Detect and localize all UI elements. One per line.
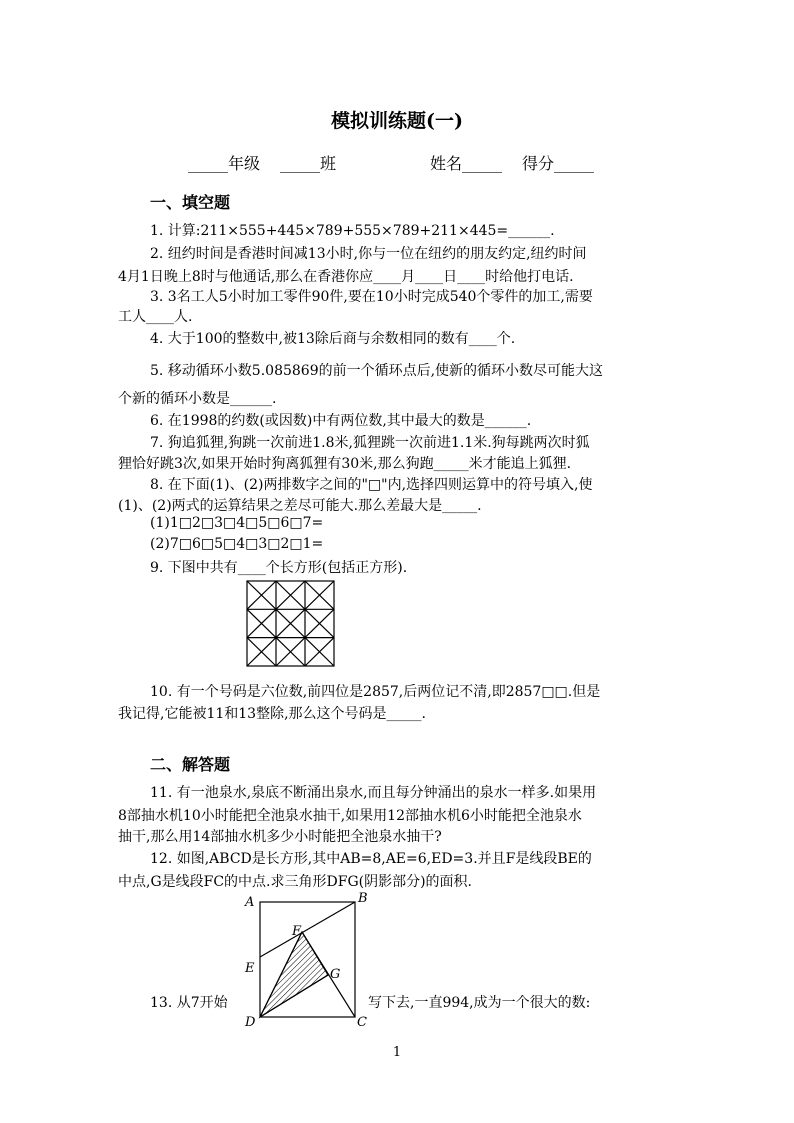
score-field: 得分_____ bbox=[522, 154, 595, 173]
q9: 9. 下图中共有____个长方形(包括正方形). bbox=[150, 560, 408, 576]
q12-line1: 12. 如图,ABCD是长方形,其中AB=8,AE=6,ED=3.并且F是线段BE的 bbox=[150, 851, 592, 867]
label-g: G bbox=[330, 967, 341, 982]
q10-line2: 我记得,它能被11和13整除,那么这个号码是_____. bbox=[118, 706, 426, 722]
q3-line1: 3. 3名工人5小时加工零件90件,要在10小时完成540个零件的加工,需要 bbox=[150, 289, 593, 305]
label-b: B bbox=[358, 891, 368, 906]
q5-line1: 5. 移动循环小数5.085869的前一个循环点后,使新的循环小数尽可能大这 bbox=[150, 363, 604, 379]
page-title: 模拟训练题(一) bbox=[331, 110, 463, 132]
q13-line1-end: 写下去,一直994,成为一个很大的数: bbox=[368, 995, 591, 1011]
q11-line3: 抽干,那么用14部抽水机多少小时能把全池泉水抽干? bbox=[118, 829, 442, 845]
q3-line2: 工人____人. bbox=[118, 309, 193, 325]
class-field: _____班 bbox=[280, 154, 337, 173]
section2-heading: 二、解答题 bbox=[150, 755, 231, 774]
label-f: F bbox=[292, 924, 302, 939]
label-e: E bbox=[245, 961, 255, 976]
q12-line2: 中点,G是线段FC的中点.求三角形DFG(阴影部分)的面积. bbox=[118, 874, 473, 890]
label-d: D bbox=[245, 1015, 256, 1030]
grade-field: _____年级 bbox=[188, 154, 261, 173]
q7-line2: 狸恰好跳3次,如果开始时狗离狐狸有30米,那么狗跑_____米才能追上狐狸. bbox=[118, 456, 572, 472]
rectangle-figure bbox=[236, 890, 376, 1030]
q13-line1-start: 13. 从7开始 bbox=[150, 995, 228, 1011]
q4: 4. 大于100的整数中,被13除后商与余数相同的数有____个. bbox=[150, 331, 516, 347]
label-a: A bbox=[245, 895, 255, 910]
name-field: 姓名_____ bbox=[430, 154, 503, 173]
q8-expr1: (1)1□2□3□4□5□6□7= bbox=[150, 515, 324, 531]
q7-line1: 7. 狗追狐狸,狗跳一次前进1.8米,狐狸跳一次前进1.1米.狗每跳两次时狐 bbox=[150, 435, 590, 451]
grid-figure bbox=[246, 580, 336, 668]
page-number: 1 bbox=[392, 1045, 402, 1060]
q6: 6. 在1998的约数(或因数)中有两位数,其中最大的数是______. bbox=[150, 413, 532, 429]
q11-line2: 8部抽水机10小时能把全池泉水抽干,如果用12部抽水机6小时能把全池泉水 bbox=[118, 808, 582, 824]
q8-expr2: (2)7□6□5□4□3□2□1= bbox=[150, 536, 324, 552]
q5-line2: 个新的循环小数是______. bbox=[118, 391, 277, 407]
q8-line2: (1)、(2)两式的运算结果之差尽可能大.那么差最大是_____. bbox=[118, 498, 482, 514]
q2-line2: 4月1日晚上8时与他通话,那么在香港你应____月____日____时给他打电话. bbox=[118, 269, 574, 285]
label-c: C bbox=[357, 1015, 367, 1030]
q10-line1: 10. 有一个号码是六位数,前四位是2857,后两位记不清,即2857□□.但是 bbox=[150, 684, 601, 700]
q1: 1. 计算:211×555+445×789+555×789+211×445=______. bbox=[150, 223, 555, 239]
q11-line1: 11. 有一池泉水,泉底不断涌出泉水,而且每分钟涌出的泉水一样多.如果用 bbox=[150, 785, 597, 801]
q8-line1: 8. 在下面(1)、(2)两排数字之间的"□"内,选择四则运算中的符号填入,使 bbox=[150, 477, 593, 493]
section1-heading: 一、填空题 bbox=[150, 193, 231, 212]
q2-line1: 2. 纽约时间是香港时间减13小时,你与一位在纽约的朋友约定,纽约时间 bbox=[150, 246, 587, 262]
